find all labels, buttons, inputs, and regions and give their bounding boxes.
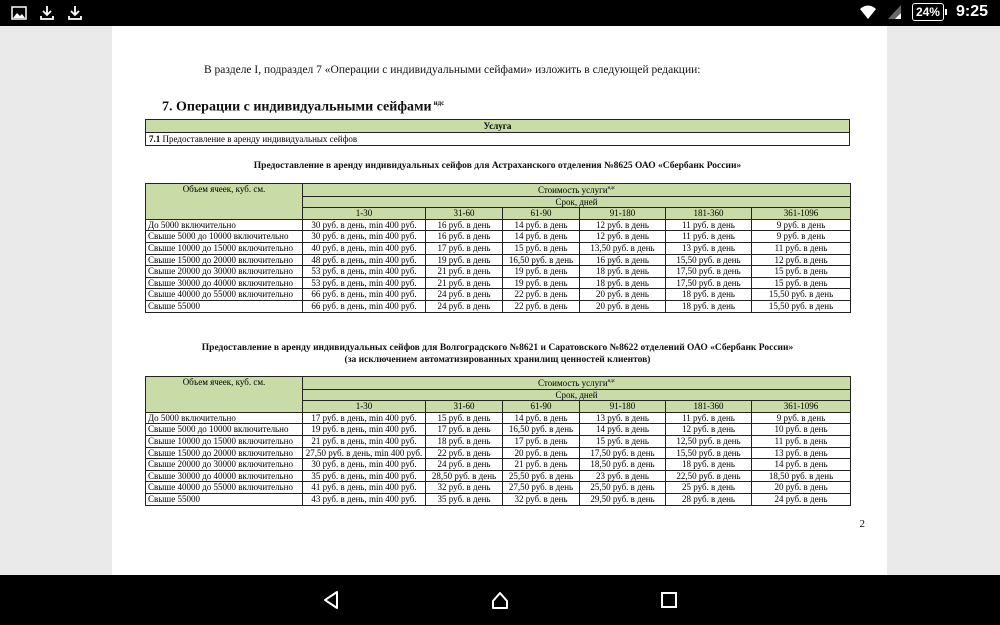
period-header: 1-30 (303, 401, 426, 413)
price-cell: 24 руб. в день (426, 300, 503, 312)
period-header: 31-60 (426, 208, 503, 220)
table-row (146, 412, 851, 424)
price-cell: 9 руб. в день (752, 219, 851, 231)
volume-cell: Свыше 30000 до 40000 включительно (146, 470, 303, 482)
vat-superscript: ндс (433, 99, 445, 107)
service-row (146, 133, 850, 146)
price-cell: 14 руб. в день (752, 459, 851, 471)
price-cell: 17 руб. в день, min 400 руб. (303, 412, 426, 424)
price-cell: 12,50 руб. в день (666, 435, 752, 447)
period-header: 61-90 (503, 208, 580, 220)
price-cell: 18 руб. в день (580, 277, 666, 289)
price-cell: 41 руб. в день, min 400 руб. (303, 482, 426, 494)
price-cell: 15,50 руб. в день (752, 289, 851, 301)
volume-cell: Свыше 15000 до 20000 включительно (146, 254, 303, 266)
period-header: 181-360 (666, 208, 752, 220)
price-cell: 14 руб. в день (580, 424, 666, 436)
price-cell: 17,50 руб. в день (666, 277, 752, 289)
price-cell: 20 руб. в день (752, 482, 851, 494)
price-cell: 12 руб. в день (580, 219, 666, 231)
image-icon (10, 4, 28, 22)
volume-cell: Свыше 5000 до 10000 включительно (146, 231, 303, 243)
price-cell: 66 руб. в день, min 400 руб. (303, 300, 426, 312)
price-cell: 32 руб. в день (503, 493, 580, 505)
battery-indicator: 24% (912, 3, 944, 21)
price-cell: 25,50 руб. в день (503, 470, 580, 482)
table-row (146, 482, 851, 494)
volume-cell: Свыше 5000 до 10000 включительно (146, 424, 303, 436)
table-row (146, 231, 851, 243)
price-cell: 27,50 руб. в день, min 400 руб. (303, 447, 426, 459)
price-cell: 40 руб. в день, min 400 руб. (303, 242, 426, 254)
volume-cell: Свыше 10000 до 15000 включительно (146, 242, 303, 254)
price-cell: 35 руб. в день, min 400 руб. (303, 470, 426, 482)
period-header: 91-180 (580, 401, 666, 413)
download-icon (38, 4, 56, 22)
period-header: 1-30 (303, 208, 426, 220)
service-code: 7.1 (149, 134, 161, 144)
price-cell: 18,50 руб. в день (580, 459, 666, 471)
notification-icons (10, 4, 84, 22)
period-header: 361-1096 (752, 401, 851, 413)
table-row (146, 277, 851, 289)
table-row (146, 447, 851, 459)
table-row (146, 242, 851, 254)
price-cell: 16 руб. в день (426, 219, 503, 231)
volume-header: Объем ячеек, куб. см. (146, 184, 303, 220)
page-number: 2 (859, 518, 865, 530)
price-cell: 24 руб. в день (752, 493, 851, 505)
navigation-bar (0, 575, 1000, 625)
price-cell: 15,50 руб. в день (666, 254, 752, 266)
table-row (146, 435, 851, 447)
price-cell: 18,50 руб. в день (752, 470, 851, 482)
price-cell: 11 руб. в день (666, 219, 752, 231)
volume-cell: Свыше 10000 до 15000 включительно (146, 435, 303, 447)
price-cell: 16,50 руб. в день (503, 254, 580, 266)
download-icon (66, 4, 84, 22)
back-icon[interactable] (321, 590, 341, 610)
system-indicators (858, 3, 988, 21)
cost-header-text: Стоимость услуги (537, 378, 608, 388)
table-row (146, 266, 851, 278)
price-cell: 25 руб. в день (666, 482, 752, 494)
volume-cell: Свыше 20000 до 30000 включительно (146, 266, 303, 278)
price-cell: 22 руб. в день (503, 300, 580, 312)
volume-cell: Свыше 30000 до 40000 включительно (146, 277, 303, 289)
table-row (146, 254, 851, 266)
cost-header (303, 184, 851, 197)
price-cell: 12 руб. в день (580, 231, 666, 243)
volume-cell: До 5000 включительно (146, 219, 303, 231)
rates-table-astrakhan (145, 183, 851, 313)
price-cell: 16 руб. в день (426, 231, 503, 243)
price-cell: 19 руб. в день, min 400 руб. (303, 424, 426, 436)
period-header: 181-360 (666, 401, 752, 413)
price-cell: 28 руб. в день (666, 493, 752, 505)
price-cell: 14 руб. в день (503, 219, 580, 231)
term-header: Срок, дней (303, 196, 851, 208)
price-cell: 12 руб. в день (752, 254, 851, 266)
price-cell: 17,50 руб. в день (580, 447, 666, 459)
price-cell: 66 руб. в день, min 400 руб. (303, 289, 426, 301)
volume-cell: Свыше 40000 до 55000 включительно (146, 289, 303, 301)
price-cell: 9 руб. в день (752, 412, 851, 424)
price-cell: 24 руб. в день (426, 459, 503, 471)
vat-superscript: ндс (607, 186, 616, 191)
price-cell: 9 руб. в день (752, 231, 851, 243)
price-cell: 14 руб. в день (503, 412, 580, 424)
price-cell: 53 руб. в день, min 400 руб. (303, 277, 426, 289)
price-cell: 53 руб. в день, min 400 руб. (303, 266, 426, 278)
price-cell: 19 руб. в день (503, 277, 580, 289)
price-cell: 15 руб. в день (580, 435, 666, 447)
price-cell: 29,50 руб. в день (580, 493, 666, 505)
price-cell: 17 руб. в день (426, 242, 503, 254)
cost-header (303, 377, 851, 390)
price-cell: 30 руб. в день, min 400 руб. (303, 459, 426, 471)
price-cell: 48 руб. в день, min 400 руб. (303, 254, 426, 266)
price-cell: 10 руб. в день (752, 424, 851, 436)
volume-cell: Свыше 20000 до 30000 включительно (146, 459, 303, 471)
volume-cell: Свыше 40000 до 55000 включительно (146, 482, 303, 494)
price-cell: 15 руб. в день (752, 266, 851, 278)
table-row (146, 459, 851, 471)
price-cell: 11 руб. в день (752, 242, 851, 254)
price-cell: 16 руб. в день (580, 254, 666, 266)
price-cell: 13 руб. в день (666, 242, 752, 254)
price-cell: 15 руб. в день (426, 412, 503, 424)
period-header: 61-90 (503, 401, 580, 413)
rates-table-volgograd-saratov (145, 376, 851, 506)
table-row (146, 300, 851, 312)
volume-cell: Свыше 15000 до 20000 включительно (146, 447, 303, 459)
price-cell: 43 руб. в день, min 400 руб. (303, 493, 426, 505)
vat-superscript: ндс (607, 379, 616, 384)
price-cell: 15,50 руб. в день (752, 300, 851, 312)
price-cell: 13 руб. в день (580, 412, 666, 424)
price-cell: 17 руб. в день (426, 424, 503, 436)
price-cell: 18 руб. в день (666, 459, 752, 471)
price-cell: 27,50 руб. в день (503, 482, 580, 494)
price-cell: 13,50 руб. в день (580, 242, 666, 254)
table-title-astrakhan: Предоставление в аренду индивидуальных сейфов для Астраханского отделения №8625 ОАО «Сбербанк России» (253, 161, 742, 171)
price-cell: 18 руб. в день (580, 266, 666, 278)
price-cell: 30 руб. в день, min 400 руб. (303, 219, 426, 231)
price-cell: 21 руб. в день (426, 277, 503, 289)
section-title (162, 99, 444, 116)
price-cell: 22,50 руб. в день (666, 470, 752, 482)
price-cell: 35 руб. в день (426, 493, 503, 505)
price-cell: 16,50 руб. в день (503, 424, 580, 436)
price-cell: 23 руб. в день (580, 470, 666, 482)
price-cell: 19 руб. в день (426, 254, 503, 266)
recents-icon[interactable] (659, 590, 679, 610)
table-subtitle-volgograd-saratov: (за исключением автоматизированных хранилищ ценностей клиентов) (344, 355, 651, 365)
volume-cell: Свыше 55000 (146, 300, 303, 312)
price-cell: 30 руб. в день, min 400 руб. (303, 231, 426, 243)
price-cell: 20 руб. в день (580, 300, 666, 312)
period-header: 361-1096 (752, 208, 851, 220)
table-row (146, 470, 851, 482)
volume-cell: Свыше 55000 (146, 493, 303, 505)
signal-icon (886, 3, 904, 21)
table-row (146, 219, 851, 231)
price-cell: 18 руб. в день (666, 289, 752, 301)
table-row (146, 289, 851, 301)
price-cell: 21 руб. в день, min 400 руб. (303, 435, 426, 447)
price-cell: 12 руб. в день (666, 424, 752, 436)
table-title-volgograd-saratov: Предоставление в аренду индивидуальных сейфов для Волгоградского №8621 и Саратовского №8622 отделений ОАО «Сбербанк России» (201, 343, 794, 353)
table-row (146, 424, 851, 436)
price-cell: 22 руб. в день (426, 447, 503, 459)
price-cell: 17,50 руб. в день (666, 266, 752, 278)
cost-header-text: Стоимость услуги (537, 185, 608, 195)
service-name: Предоставление в аренду индивидуальных сейфов (162, 134, 358, 144)
price-cell: 11 руб. в день (666, 412, 752, 424)
period-header: 31-60 (426, 401, 503, 413)
price-cell: 11 руб. в день (752, 435, 851, 447)
document-page (112, 26, 887, 575)
status-bar (0, 0, 1000, 26)
service-table (145, 119, 850, 146)
price-cell: 20 руб. в день (580, 289, 666, 301)
price-cell: 21 руб. в день (426, 266, 503, 278)
price-cell: 24 руб. в день (426, 289, 503, 301)
price-cell: 28,50 руб. в день (426, 470, 503, 482)
term-header: Срок, дней (303, 389, 851, 401)
price-cell: 15 руб. в день (752, 277, 851, 289)
price-cell: 14 руб. в день (503, 231, 580, 243)
section-title-text: 7. Операции с индивидуальными сейфами (162, 99, 432, 115)
price-cell: 13 руб. в день (752, 447, 851, 459)
price-cell: 25,50 руб. в день (580, 482, 666, 494)
wifi-icon (858, 3, 878, 21)
home-icon[interactable] (490, 590, 510, 610)
price-cell: 18 руб. в день (666, 300, 752, 312)
price-cell: 18 руб. в день (426, 435, 503, 447)
service-header: Услуга (146, 120, 850, 133)
price-cell: 21 руб. в день (503, 459, 580, 471)
volume-cell: До 5000 включительно (146, 412, 303, 424)
price-cell: 17 руб. в день (503, 435, 580, 447)
price-cell: 20 руб. в день (503, 447, 580, 459)
intro-text: В разделе I, подраздел 7 «Операции с индивидуальными сейфами» изложить в следующей редакции: (204, 64, 701, 76)
price-cell: 15,50 руб. в день (666, 447, 752, 459)
price-cell: 19 руб. в день (503, 266, 580, 278)
clock: 9:25 (955, 3, 988, 20)
price-cell: 22 руб. в день (503, 289, 580, 301)
table-row (146, 493, 851, 505)
price-cell: 11 руб. в день (666, 231, 752, 243)
volume-header: Объем ячеек, куб. см. (146, 377, 303, 413)
price-cell: 15 руб. в день (503, 242, 580, 254)
period-header: 91-180 (580, 208, 666, 220)
price-cell: 32 руб. в день (426, 482, 503, 494)
